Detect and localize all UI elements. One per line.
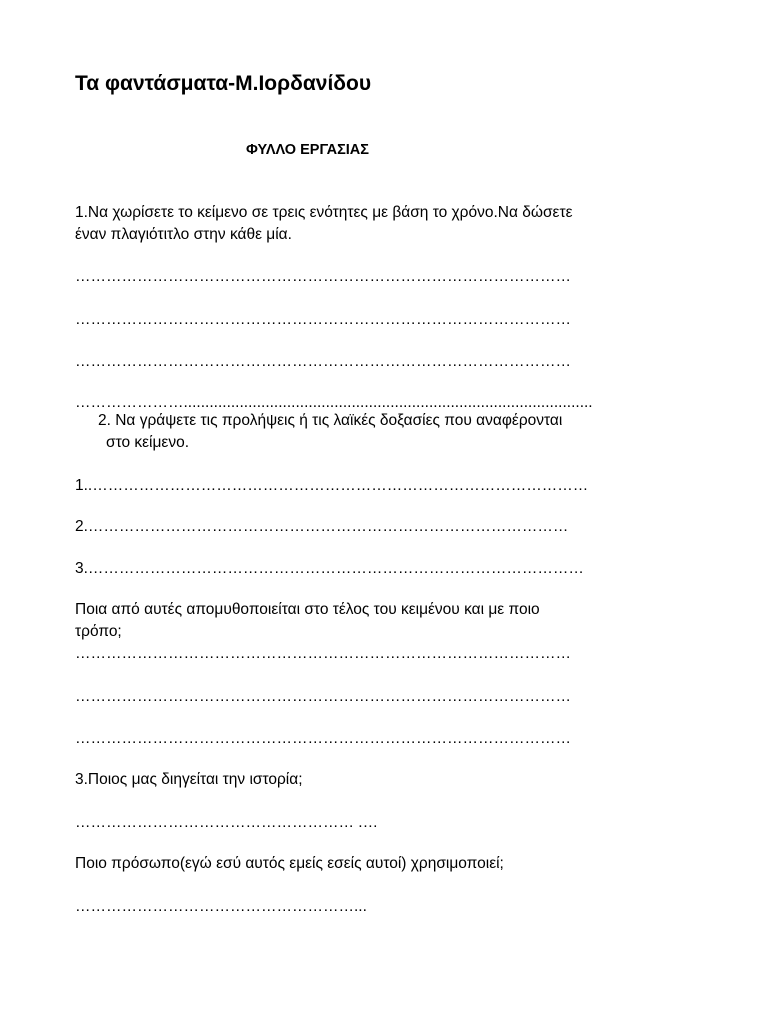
answer-blank-q3-followup[interactable]: ………………………………………………... xyxy=(75,898,367,915)
page-title: Τα φαντάσματα-Μ.Ιορδανίδου xyxy=(75,72,372,95)
answer-blank-q1-4[interactable]: …………………............................................................................................... xyxy=(75,394,593,411)
question-1-line-1: 1.Να χωρίσετε το κείμενο σε τρεις ενότητες με βάση το χρόνο.Να δώσετε xyxy=(75,204,573,221)
question-1-line-2: έναν πλαγιότιτλο στην κάθε μία. xyxy=(75,226,292,243)
answer-blank-q2-3[interactable]: 3.…………………………………………………………………………………… xyxy=(75,560,584,577)
question-2-line-1: 2. Να γράψετε τις προλήψεις ή τις λαϊκές δοξασίες που αναφέρονται xyxy=(98,412,563,429)
question-2-line-2: στο κείμενο. xyxy=(106,434,190,451)
page-subtitle: ΦΥΛΛΟ ΕΡΓΑΣΙΑΣ xyxy=(246,142,369,158)
question-2-followup-line-1: Ποια από αυτές απομυθοποιείται στο τέλος του κειμένου και με ποιο xyxy=(75,601,540,618)
answer-blank-q2-followup-3[interactable]: …………………………………………………………………………………… xyxy=(75,730,571,747)
question-3-line-1: 3.Ποιος μας διηγείται την ιστορία; xyxy=(75,771,303,788)
answer-blank-q1-1[interactable]: …………………………………………………………………………………… xyxy=(75,268,571,285)
question-2-followup-line-2: τρόπο; xyxy=(75,623,122,640)
answer-blank-q3-1[interactable]: ……………………………………………… .… xyxy=(75,814,379,831)
answer-blank-q1-2[interactable]: …………………………………………………………………………………… xyxy=(75,311,571,328)
question-3-followup: Ποιο πρόσωπο(εγώ εσύ αυτός εμείς εσείς αυτοί) χρησιμοποιεί; xyxy=(75,855,504,872)
answer-blank-q1-3[interactable]: …………………………………………………………………………………… xyxy=(75,353,571,370)
answer-blank-q2-followup-1[interactable]: …………………………………………………………………………………… xyxy=(75,645,571,662)
answer-blank-q2-2[interactable]: 2.………………………………………………………………………………… xyxy=(75,518,569,535)
answer-blank-q2-followup-2[interactable]: …………………………………………………………………………………… xyxy=(75,688,571,705)
answer-blank-q2-1[interactable]: 1..…………………………………………………………………………………… xyxy=(75,477,589,494)
